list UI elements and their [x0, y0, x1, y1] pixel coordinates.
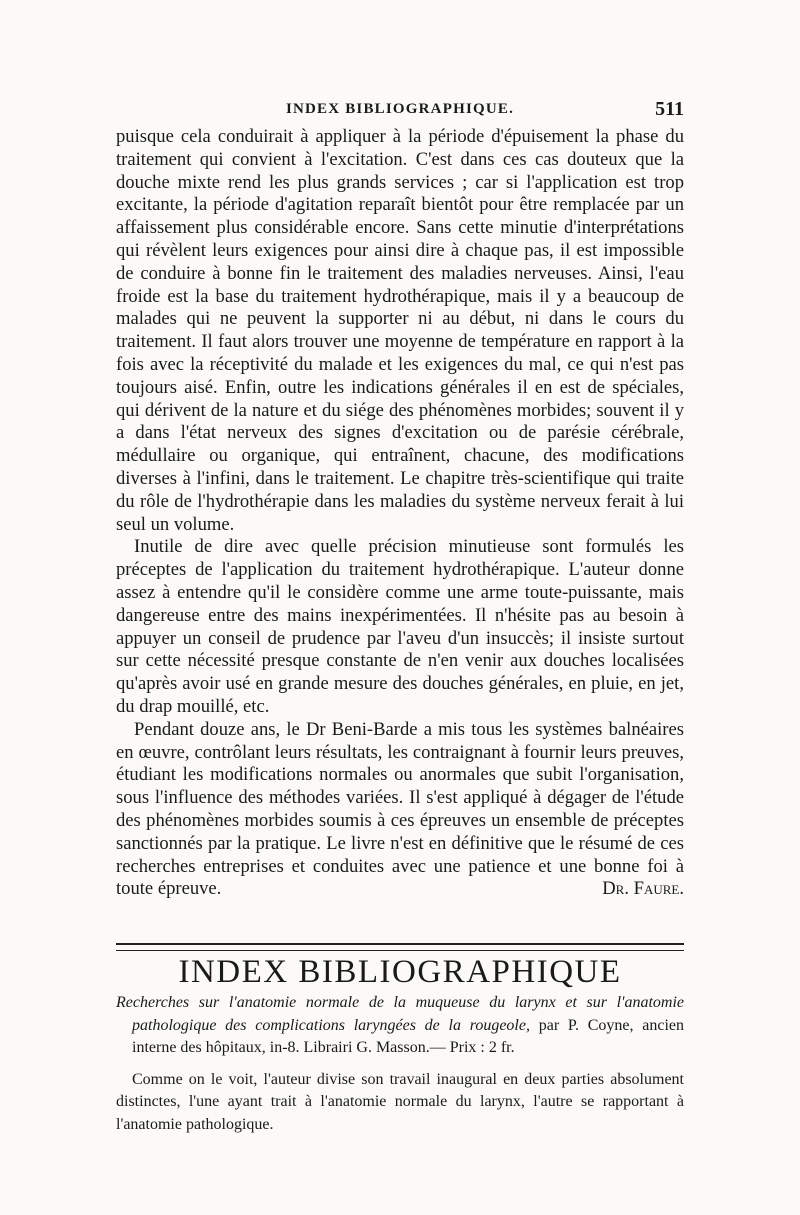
running-head-title: INDEX BIBLIOGRAPHIQUE. [285, 101, 515, 117]
bibliography-section [116, 992, 684, 1136]
page-number: 511 [655, 98, 684, 120]
paragraph-3 [116, 719, 684, 901]
entry-details: par P. Coyne, ancien interne des hôpitaux, in-8. Librairi G. Masson.— Prix : 2 fr. [132, 1016, 685, 1056]
entry-review: Comme on le voit, l'auteur divise son travail inaugural en deux parties absolument distinctes, l'une ayant trait à l'anatomie normale du larynx, l'autre se rapportant à l'anatomie pathologique. [116, 1070, 684, 1133]
author-signature: Dr. Faure. [602, 878, 684, 900]
article-body [116, 126, 684, 901]
section-title: INDEX BIBLIOGRAPHIQUE [178, 954, 622, 990]
running-head [116, 98, 684, 122]
paragraph-2: Inutile de dire avec quelle précision minutieuse sont formulés les préceptes de l'application du traitement hydrothérapique. L'auteur donne assez à entendre qu'il le considère comme une arme toute-puissante, mais dangereuse entre des mains inexpérimentées. Il n'hésite pas au besoin à appuyer un conseil de prudence par l'aveu d'un insuccès; il insiste surtout sur cette nécessité presque constante de n'en venir aux douches localisées qu'après avoir usé en grande mesure des douches générales, en pluie, en jet, du drap mouillé, etc. [116, 536, 684, 717]
bibliography-entry [116, 992, 684, 1060]
paragraph-1: puisque cela conduirait à appliquer à la période d'épuisement la phase du traitement qui convient à l'excitation. C'est dans ces cas douteux que la douche mixte rend les plus grands services ; car si l'application est trop excitante, la période d'agitation reparaît bientôt pour être remplacée par un affaissement plus considérable encore. Sans cette minutie d'interprétations qui révèlent leurs exigences pour ainsi dire à chaque pas, il est impossible de conduire à bonne fin le traitement des maladies nerveuses. Ainsi, l'eau froide est la base du traitement hydrothérapique, mais il y a beaucoup de malades qui ne peuvent la supporter ni au début, ni dans le cours du traitement. Il faut alors trouver une moyenne de température en rapport à la fois avec la réceptivité du malade et les exigences du mal, ce qui n'est pas toujours aisé. Enfin, outre les indications générales il en est de spéciales, qui dérivent de la nature et du siége des phénomènes morbides; souvent il y a dans l'état nerveux des signes d'excitation ou de parésie cérébrale, médullaire ou organique, qui entraînent, chacune, des modifications diverses à l'infini, dans le traitement. Le chapitre très-scientifique qui traite du rôle de l'hydrothérapie dans les maladies du système nerveux ferait à lui seul un volume. [116, 126, 684, 535]
double-rule-divider [116, 943, 684, 951]
entry-title: Recherches sur l'anatomie normale de la muqueuse du larynx et sur l'anatomie pathologique des complications laryngées de la rougeole, [116, 994, 684, 1034]
spacer [116, 1060, 684, 1069]
paragraph-3-text: Pendant douze ans, le Dr Beni-Barde a mis tous les systèmes balnéaires en œuvre, contrôlant leurs résultats, les contraignant à fournir leurs preuves, étudiant les modifications normales ou anormales que subit l'organisation, sous l'influence des méthodes variées. Il s'est appliqué à dégager de l'étude des phénomènes morbides soumis à ces épreuves un ensemble de préceptes sanctionnés par la pratique. Le livre n'est en définitive que le résumé de ces recherches entreprises et conduites avec une patience et une bonne foi à toute épreuve. [116, 718, 684, 900]
